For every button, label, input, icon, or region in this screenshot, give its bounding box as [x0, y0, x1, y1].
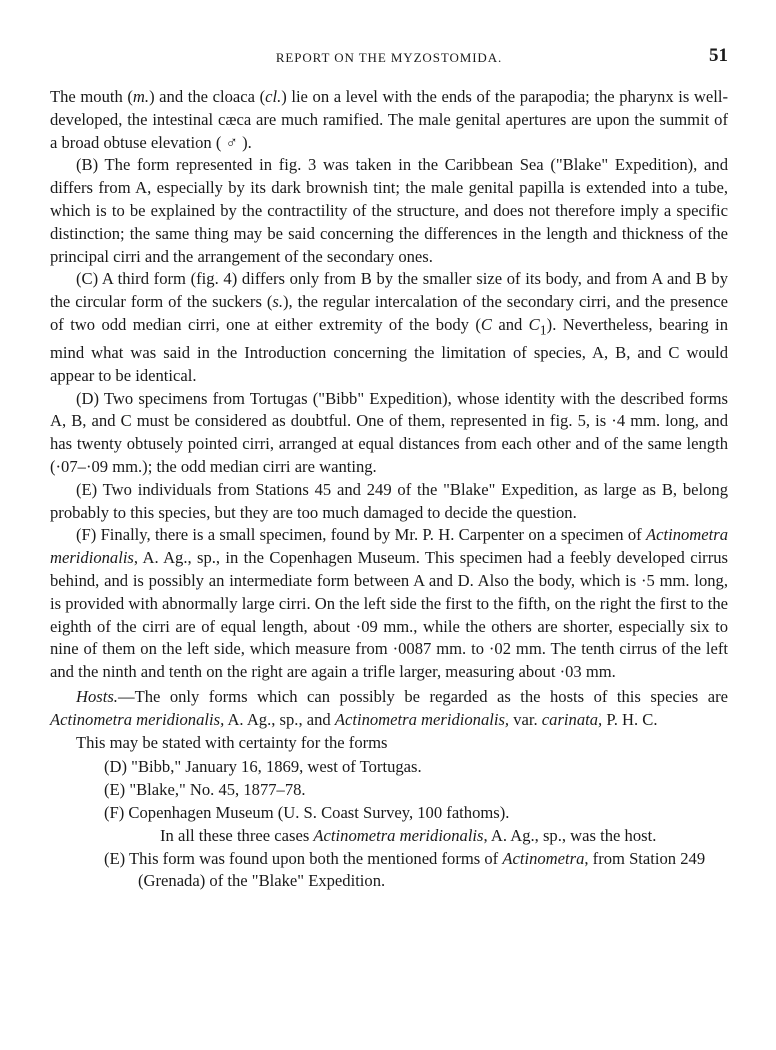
paragraph-certainty: This may be stated with certainty for the forms [76, 732, 388, 752]
paragraph-form-f: (F) Finally, there is a small specimen, found by Mr. P. H. Carpenter on a specimen of Actinometra meridionalis, A. Ag., sp., in the Copenhagen Museum. This specimen had a feebly developed cirrus behind, and is possibly an intermediate form between A and D. Also the body, which is ·5 mm. long, is provided with abnormally large cirri. On the left side the first to the fifth, on the right the first to the eighth of the cirri are of equal length, about ·09 mm., while the others are shorter, especially six to nine of them on the left side, which measure from ·0087 mm. to ·02 mm. The tenth cirrus of the left and the ninth and tenth on the right are again a trifle larger, measuring about ·03 mm. [50, 525, 728, 682]
host-forms-list [50, 756, 728, 893]
paragraph-form-c: (C) A third form (fig. 4) differs only from B by the smaller size of its body, and from A and B by the circular form of the suckers (s.), the regular intercalation of the secondary cirri, and the presence of two odd median cirri, one at either extremity of the body (C and $C_1$). Nevertheless, bearing in mind what was said in the Introduction concerning the limitation of species, A, B, and C would appear to be identical. [50, 269, 728, 385]
paragraph-form-d: (D) Two specimens from Tortugas ("Bibb" Expedition), whose identity with the described forms A, B, and C must be considered as doubtful. One of them, represented in fig. 5, is ·4 mm. long, and has twenty obtusely pointed cirri, arranged at equal distances from each other and of the same length (·07–·09 mm.); the odd median cirri are wanting. [50, 388, 728, 477]
list-item: (F) Copenhagen Museum (U. S. Coast Survey, 100 fathoms). [104, 803, 510, 823]
running-title: REPORT ON THE MYZOSTOMIDA. [275, 50, 503, 65]
paragraph-form-e: (E) Two individuals from Stations 45 and 249 of the "Blake" Expedition, as large as B, belong probably to this species, but they are too much damaged to decide the question. [50, 479, 728, 522]
paragraph-form-b: (B) The form represented in fig. 3 was taken in the Caribbean Sea ("Blake" Expedition), and differs from A, especially by its dark brownish tint; the male genital papilla is extended into a tube, which is to be explained by the contractility of the structure, and does not therefore imply a specific distinction; the same thing may be said concerning the differences in the length and thickness of the principal cirri and the arrangement of the secondary ones. [50, 155, 728, 266]
page-number: 51 [709, 45, 728, 66]
page-header [50, 44, 728, 68]
list-item: (E) This form was found upon both the mentioned forms of Actinometra, from Station 249 (Grenada) of the "Blake" Expedition. [104, 848, 706, 891]
list-item: (D) "Bibb," January 16, 1869, west of Tortugas. [104, 757, 422, 777]
list-item: (E) "Blake," No. 45, 1877–78. [104, 780, 306, 800]
hosts-heading: Hosts. [76, 687, 118, 707]
paragraph-hosts: Hosts.—The only forms which can possibly be regarded as the hosts of this species are Actinometra meridionalis, A. Ag., sp., and Actinometra meridionalis, var. carinata, P. H. C. [50, 687, 728, 729]
page-body [50, 86, 728, 893]
list-note: In all these three cases Actinometra meridionalis, A. Ag., sp., was the host. [160, 825, 657, 845]
paragraph-mouth-cloaca: The mouth (m.) and the cloaca (cl.) lie on a level with the ends of the parapodia; the pharynx is well-developed, the intestinal cæca are much ramified. The male genital apertures are upon the summit of a broad obtuse elevation ( ♂ ). [50, 87, 728, 152]
